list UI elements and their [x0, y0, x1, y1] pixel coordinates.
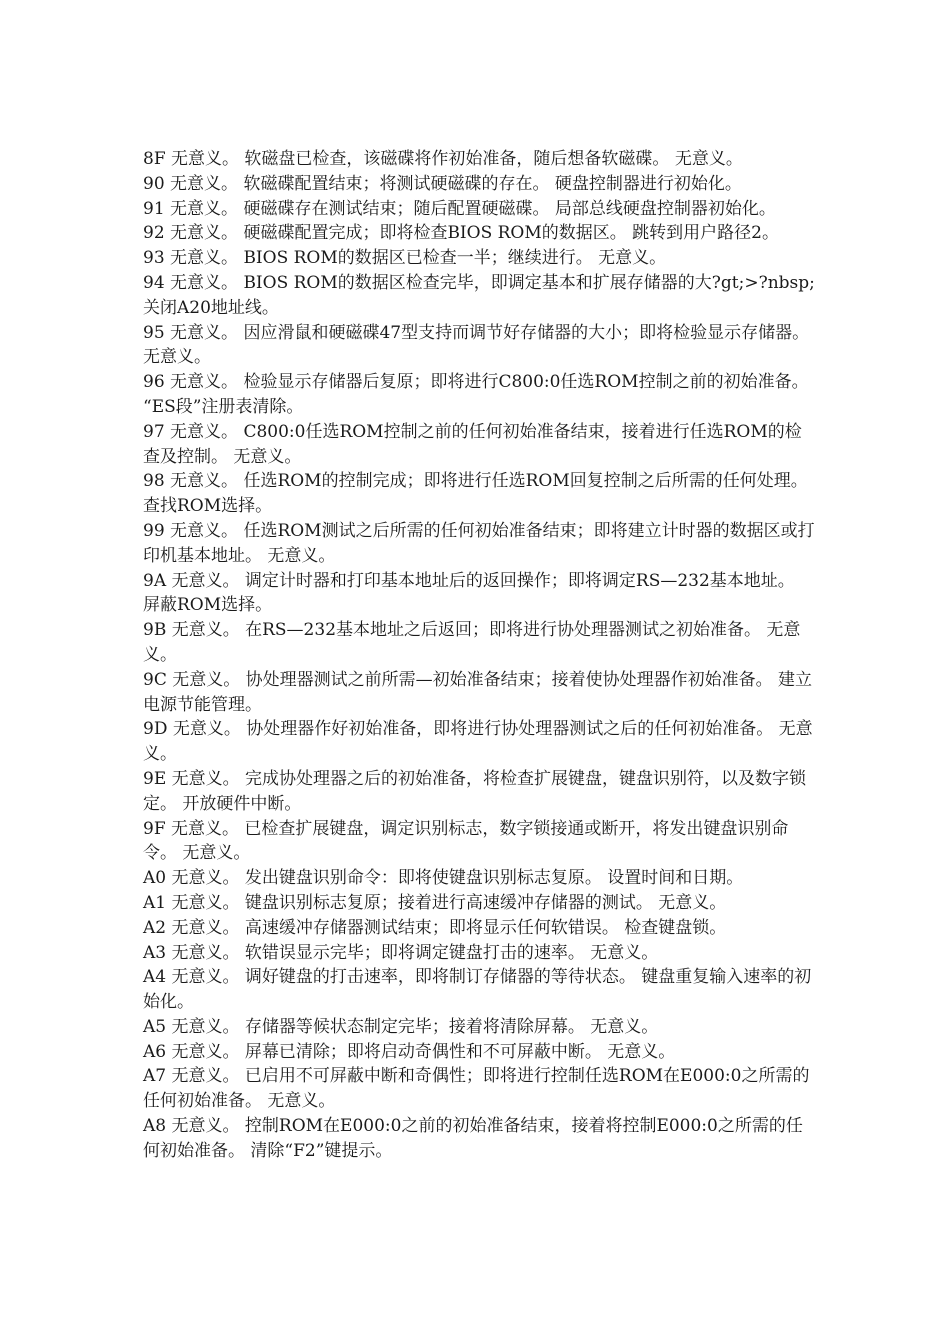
post-code-entry-a2: A2 无意义。 高速缓冲存储器测试结束；即将显示任何软错误。 检查键盘锁。 — [143, 917, 727, 938]
post-code-entry-98: 98 无意义。 任选ROM的控制完成；即将进行任选ROM回复控制之后所需的任何处理。 查找ROM选择。 — [143, 471, 808, 517]
post-code-entry-9e: 9E 无意义。 完成协处理器之后的初始准备，将检查扩展键盘，键盘识别符，以及数字锁定。 开放硬件中断。 — [143, 768, 807, 814]
post-code-entry-9d: 9D 无意义。 协处理器作好初始准备，即将进行协处理器测试之后的任何初始准备。 无意义。 — [143, 719, 813, 765]
post-code-entry-92: 92 无意义。 硬磁碟配置完成；即将检查BIOS ROM的数据区。 跳转到用户路径2。 — [143, 223, 779, 244]
post-code-entry-a6: A6 无意义。 屏幕已清除；即将启动奇偶性和不可屏蔽中断。 无意义。 — [143, 1041, 676, 1062]
post-code-entry-9f: 9F 无意义。 已检查扩展键盘，调定识别标志，数字锁接通或断开，将发出键盘识别命令。 无意义。 — [143, 818, 789, 864]
post-code-entry-95: 95 无意义。 因应滑鼠和硬磁碟47型支持而调节好存储器的大小；即将检验显示存储器。 无意义。 — [143, 322, 810, 368]
post-code-entry-9a: 9A 无意义。 调定计时器和打印基本地址后的返回操作；即将调定RS—232基本地址。 屏蔽ROM选择。 — [143, 570, 795, 616]
post-code-entry-8f: 8F 无意义。 软磁盘已检查，该磁碟将作初始准备，随后想备软磁碟。 无意义。 — [143, 149, 743, 169]
document-body — [143, 147, 815, 1164]
post-code-entry-9c: 9C 无意义。 协处理器测试之前所需—初始准备结束；接着使协处理器作初始准备。 建立电源节能管理。 — [143, 669, 813, 715]
post-code-entry-a1: A1 无意义。 键盘识别标志复原；接着进行高速缓冲存储器的测试。 无意义。 — [143, 892, 727, 913]
post-code-entry-a0: A0 无意义。 发出键盘识别命令：即将使键盘识别标志复原。 设置时间和日期。 — [143, 868, 744, 889]
post-code-entry-9b: 9B 无意义。 在RS—232基本地址之后返回；即将进行协处理器测试之初始准备。 无意义。 — [143, 620, 801, 665]
post-code-entry-91: 91 无意义。 硬磁碟存在测试结束；随后配置硬磁碟。 局部总线硬盘控制器初始化。 — [143, 198, 776, 219]
post-code-entry-93: 93 无意义。 BIOS ROM的数据区已检查一半；继续进行。 无意义。 — [143, 248, 667, 269]
post-code-entry-97: 97 无意义。 C800:0任选ROM控制之前的任何初始准备结束，接着进行任选ROM的检查及控制。 无意义。 — [143, 421, 802, 467]
post-code-entry-99: 99 无意义。 任选ROM测试之后所需的任何初始准备结束；即将建立计时器的数据区或打印机基本地址。 无意义。 — [143, 520, 815, 566]
post-code-entry-a7: A7 无意义。 已启用不可屏蔽中断和奇偶性；即将进行控制任选ROM在E000:0之所需的任何初始准备。 无意义。 — [143, 1066, 810, 1112]
post-code-entry-94: 94 无意义。 BIOS ROM的数据区检查完毕，即调定基本和扩展存储器的大?gt;>?nbsp;关闭A20地址线。 — [143, 272, 815, 318]
post-code-entry-90: 90 无意义。 软磁碟配置结束；将测试硬磁碟的存在。 硬盘控制器进行初始化。 — [143, 173, 742, 194]
post-code-entry-96: 96 无意义。 检验显示存储器后复原；即将进行C800:0任选ROM控制之前的初始准备。 “ES段”注册表清除。 — [143, 372, 809, 417]
post-code-entry-a8: A8 无意义。 控制ROM在E000:0之前的初始准备结束，接着将控制E000:0之所需的任何初始准备。 清除“F2”键提示。 — [143, 1116, 803, 1161]
post-code-entry-a5: A5 无意义。 存储器等候状态制定完毕；接着将清除屏幕。 无意义。 — [143, 1016, 659, 1037]
post-code-entry-a4: A4 无意义。 调好键盘的打击速率，即将制订存储器的等待状态。 键盘重复输入速率的初始化。 — [143, 967, 812, 1013]
post-code-entry-a3: A3 无意义。 软错误显示完毕；即将调定键盘打击的速率。 无意义。 — [143, 942, 659, 963]
